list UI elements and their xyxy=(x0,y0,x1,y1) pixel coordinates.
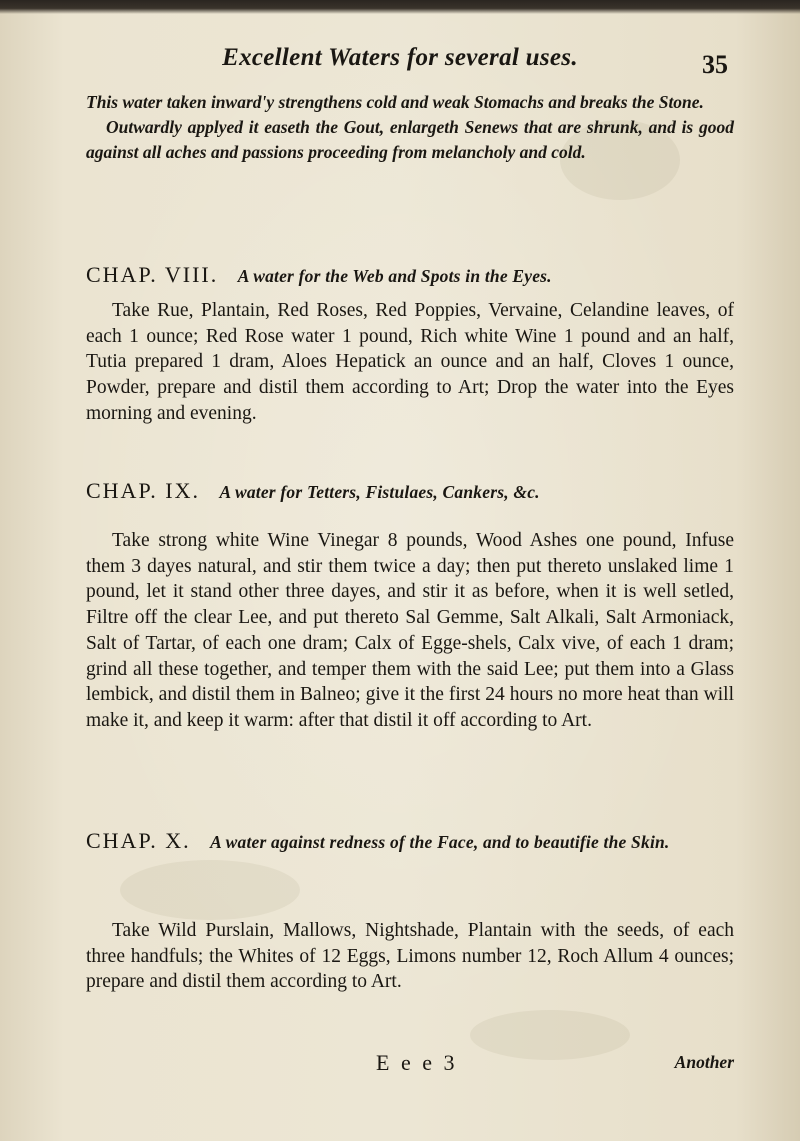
chapter-heading-8 xyxy=(86,262,746,288)
page-number: 35 xyxy=(702,50,728,79)
chapter-title: A water for the Web and Spots in the Eyes. xyxy=(237,266,552,286)
page-top-shadow xyxy=(0,0,800,14)
chapter-body-8 xyxy=(86,298,734,427)
intro-text xyxy=(86,90,734,165)
chapter-number: CHAP. X. xyxy=(86,828,191,853)
page-footer xyxy=(86,1050,734,1080)
running-title: Excellent Waters for several uses. xyxy=(222,44,578,71)
chapter-body-text: Take strong white Wine Vinegar 8 pounds, Wood Ashes one pound, Infuse them 3 dayes natural, and stir them twice a day; then put thereto unslaked lime 1 pound, let it stand other three dayes, and stir it as before, when it is well setled, Filtre off the clear Lee, and put thereto Sal Gemme, Salt Alkali, Salt Armoniack, Salt of Tartar, of each one dram; Calx of Egge-shels, Calx vive, of each 1 dram; grind all these together, and temper them with the said Lee; put them into a Glass lembick, and distil them in Balneo; give it the first 24 hours no more heat than will make it, and keep it warm: after that distil it off according to Art. xyxy=(86,530,734,731)
chapter-heading-9 xyxy=(86,478,746,504)
chapter-body-10 xyxy=(86,918,734,995)
intro-line-2: Outwardly applyed it easeth the Gout, enlargeth Senews that are shrunk, and is good against all aches and passions proceeding from melancholy and cold. xyxy=(86,117,734,162)
chapter-title: A water against redness of the Face, and to beautifie the Skin. xyxy=(210,832,670,852)
chapter-body-text: Take Wild Purslain, Mallows, Nightshade, Plantain with the seeds, of each three handfuls; the Whites of 12 Eggs, Limons number 12, Roch Allum 4 ounces; prepare and distil them according to Art. xyxy=(86,920,734,993)
page-header xyxy=(0,40,800,84)
signature-mark: E e e 3 xyxy=(376,1050,458,1075)
catchword: Another xyxy=(674,1052,734,1072)
paper-stain xyxy=(120,860,300,920)
chapter-title: A water for Tetters, Fistulaes, Cankers, &c. xyxy=(219,482,540,502)
chapter-heading-10 xyxy=(86,828,746,854)
chapter-number: CHAP. VIII. xyxy=(86,262,219,287)
chapter-body-9 xyxy=(86,528,734,734)
chapter-body-text: Take Rue, Plantain, Red Roses, Red Poppies, Vervaine, Celandine leaves, of each 1 ounce; Red Rose water 1 pound, Rich white Wine 1 pound and an half, Tutia prepared 1 dram, Aloes Hepatick an ounce and an half, Cloves 1 ounce, Powder, prepare and distil them according to Art; Drop the water into the Eyes morning and evening. xyxy=(86,300,734,424)
intro-line-1: This water taken inward'y strengthens cold and weak Stomachs and breaks the Stone. xyxy=(86,92,704,112)
chapter-number: CHAP. IX. xyxy=(86,478,200,503)
